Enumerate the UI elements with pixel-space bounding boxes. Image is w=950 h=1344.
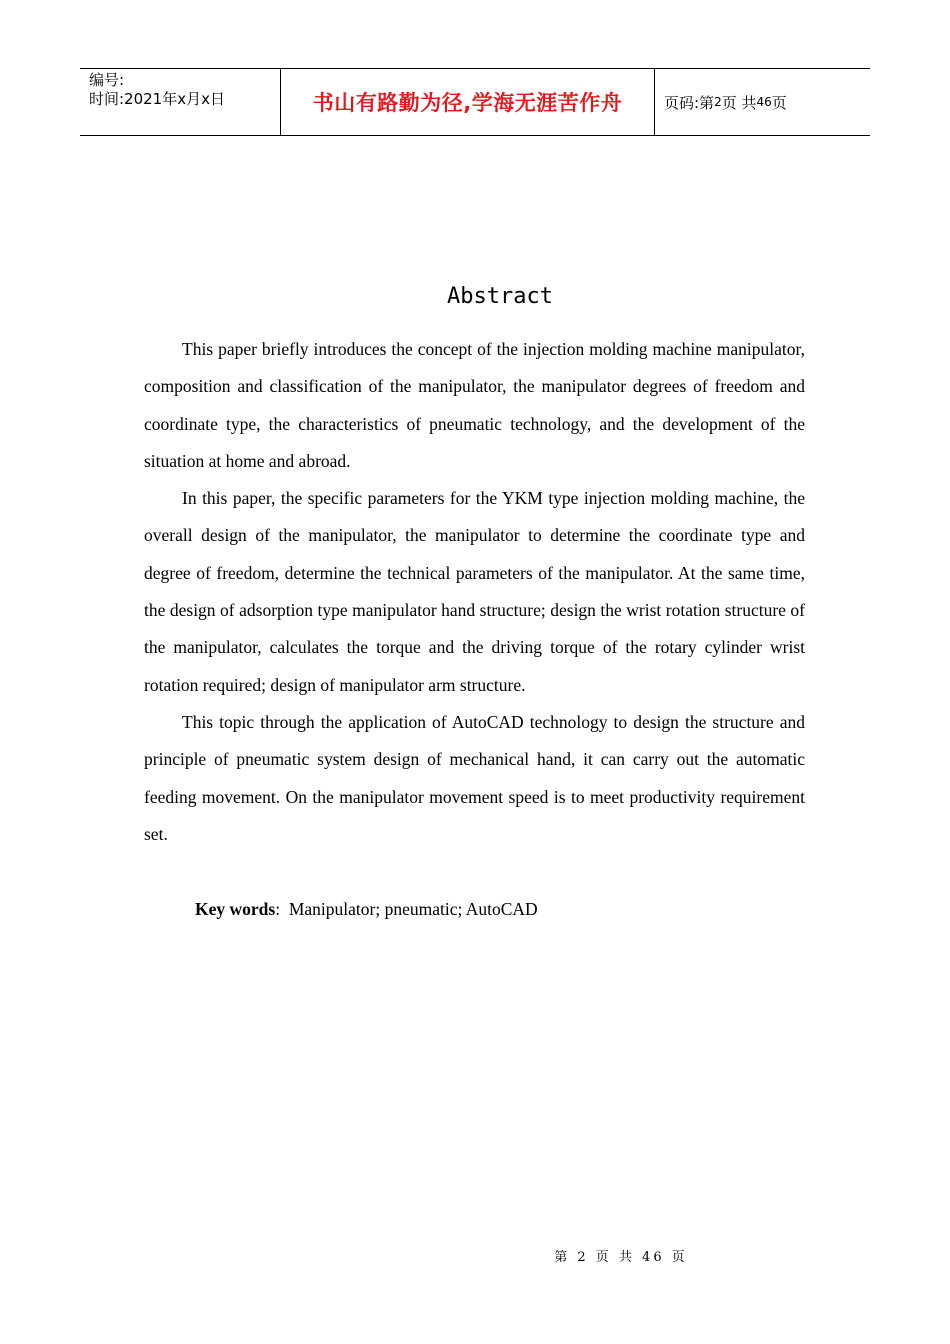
keywords-value: Manipulator; pneumatic; AutoCAD bbox=[288, 899, 538, 919]
page-label: 页码:第 bbox=[664, 93, 715, 112]
document-date: 时间:2021年x月x日 bbox=[89, 90, 225, 108]
abstract-body bbox=[144, 331, 805, 853]
page-mid-label: 页 共 bbox=[721, 93, 757, 112]
abstract-paragraph-1: This paper briefly introduces the concept of the injection molding machine manipulator, composition and classification of the manipulator, the manipulator degrees of freedom and coordinate type, the characteristics of pneumatic technology, and the development of the situation at home and abroad. bbox=[144, 339, 805, 471]
page-current: 2 bbox=[714, 95, 722, 109]
page-footer: 第 2 页 共 46 页 bbox=[554, 1250, 688, 1265]
page-suffix: 页 bbox=[771, 93, 787, 112]
abstract-paragraph-2: In this paper, the specific parameters for the YKM type injection molding machine, the overall design of the manipulator, the manipulator to determine the coordinate type and degree of freedom, determine the technical parameters of the manipulator. At the same time, the design of adsorption type manipulator hand structure; design the wrist rotation structure of the manipulator, calculates the torque and the driving torque of the rotary cylinder wrist rotation required; design of manipulator arm structure. bbox=[144, 488, 805, 695]
header-motto: 书山有路勤为径,学海无涯苦作舟 bbox=[281, 69, 655, 135]
page-header bbox=[80, 68, 870, 136]
abstract-paragraph-3: This topic through the application of AutoCAD technology to design the structure and principle of pneumatic system design of mechanical hand, it can carry out the automatic feeding movement. On the manipulator movement speed is to meet productivity requirement set. bbox=[144, 711, 805, 844]
abstract-title: Abstract bbox=[447, 284, 553, 309]
keywords-separator: : bbox=[275, 899, 281, 919]
page-total: 46 bbox=[756, 95, 772, 109]
keywords-label: Key words bbox=[195, 899, 276, 919]
keywords-line bbox=[195, 899, 538, 920]
document-number-label: 编号: bbox=[89, 71, 125, 89]
header-page-info bbox=[655, 69, 870, 135]
header-meta bbox=[80, 69, 281, 135]
